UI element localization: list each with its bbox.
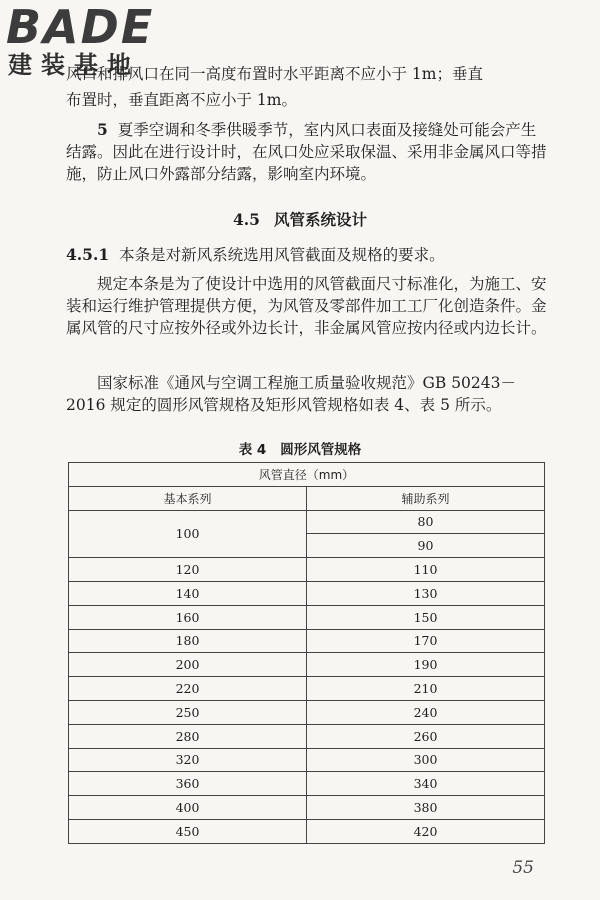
item-5-paragraph [66,119,550,185]
section-title: 风管系统设计 [273,210,367,229]
column-basic-series: 基本系列 [69,486,307,510]
table-row [69,819,545,843]
clause-text: 本条是对新风系统选用风管截面及规格的要求。 [119,246,445,264]
watermark-logo [6,2,154,78]
clause-number: 4.5.1 [66,245,110,264]
cell-basic: 400 [69,796,307,820]
cell-aux: 130 [307,581,545,605]
cell-basic: 200 [69,653,307,677]
table-caption [0,438,600,458]
body-paragraph-1: 规定本条是为了使设计中选用的风管截面尺寸标准化，为施工、安装和运行维护管理提供方便，为风管及零部件加工工厂化创造条件。金属风管的尺寸应按外径或外边长计，非金属风管应按内径或内边长计。 [66,275,547,337]
logo-word: BADE [6,0,155,54]
cell-basic: 180 [69,629,307,653]
cell-aux: 150 [307,605,545,629]
cell-aux: 240 [307,700,545,724]
duct-size-table [68,462,545,844]
cell-basic: 120 [69,558,307,582]
column-aux-series: 辅助系列 [307,486,545,510]
table-row [69,558,545,582]
cell-aux: 110 [307,558,545,582]
page-number: 55 [512,858,534,878]
table-title: 圆形风管规格 [280,442,362,458]
item-5-number: 5 [97,120,108,139]
item-5-text: 夏季空调和冬季供暖季节，室内风口表面及接缝处可能会产生结露。因此在进行设计时，在风口处应采取保温、采用非金属风口等措施，防止风口外露部分结露，影响室内环境。 [66,121,547,183]
table-row [69,605,545,629]
table-row [69,724,545,748]
cell-basic: 280 [69,724,307,748]
cell-basic: 450 [69,819,307,843]
table-row [69,510,545,534]
table-row [69,796,545,820]
cell-basic: 100 [69,510,307,558]
cell-aux: 380 [307,796,545,820]
cell-aux: 170 [307,629,545,653]
table-row [69,772,545,796]
cell-aux: 260 [307,724,545,748]
table-row [69,748,545,772]
cell-basic: 320 [69,748,307,772]
section-number: 4.5 [233,210,260,229]
cell-basic: 220 [69,677,307,701]
cell-basic: 140 [69,581,307,605]
table-row [69,677,545,701]
text-line-1: 风口和排风口在同一高度布置时水平距离不应小于 1m；垂直 [66,65,483,83]
table-row [69,653,545,677]
cell-basic: 250 [69,700,307,724]
text-line-2: 布置时，垂直距离不应小于 1m。 [66,91,297,109]
section-heading [0,208,600,230]
cell-aux: 300 [307,748,545,772]
table-header: 风管直径（mm） [69,463,545,487]
logo-subtitle: 建装基地 [8,51,140,79]
cell-basic: 360 [69,772,307,796]
cell-aux: 340 [307,772,545,796]
cell-aux: 210 [307,677,545,701]
table-row [69,629,545,653]
cell-basic: 160 [69,605,307,629]
cell-aux: 80 [307,510,545,534]
table-row [69,700,545,724]
cell-aux: 90 [307,534,545,558]
cell-aux: 190 [307,653,545,677]
body-paragraph-2: 国家标准《通风与空调工程施工质量验收规范》GB 50243－2016 规定的圆形风管规格及矩形风管规格如表 4、表 5 所示。 [66,374,517,414]
table-row [69,581,545,605]
clause-4-5-1 [66,244,550,266]
cell-aux: 420 [307,819,545,843]
table-number: 表 4 [238,442,267,458]
